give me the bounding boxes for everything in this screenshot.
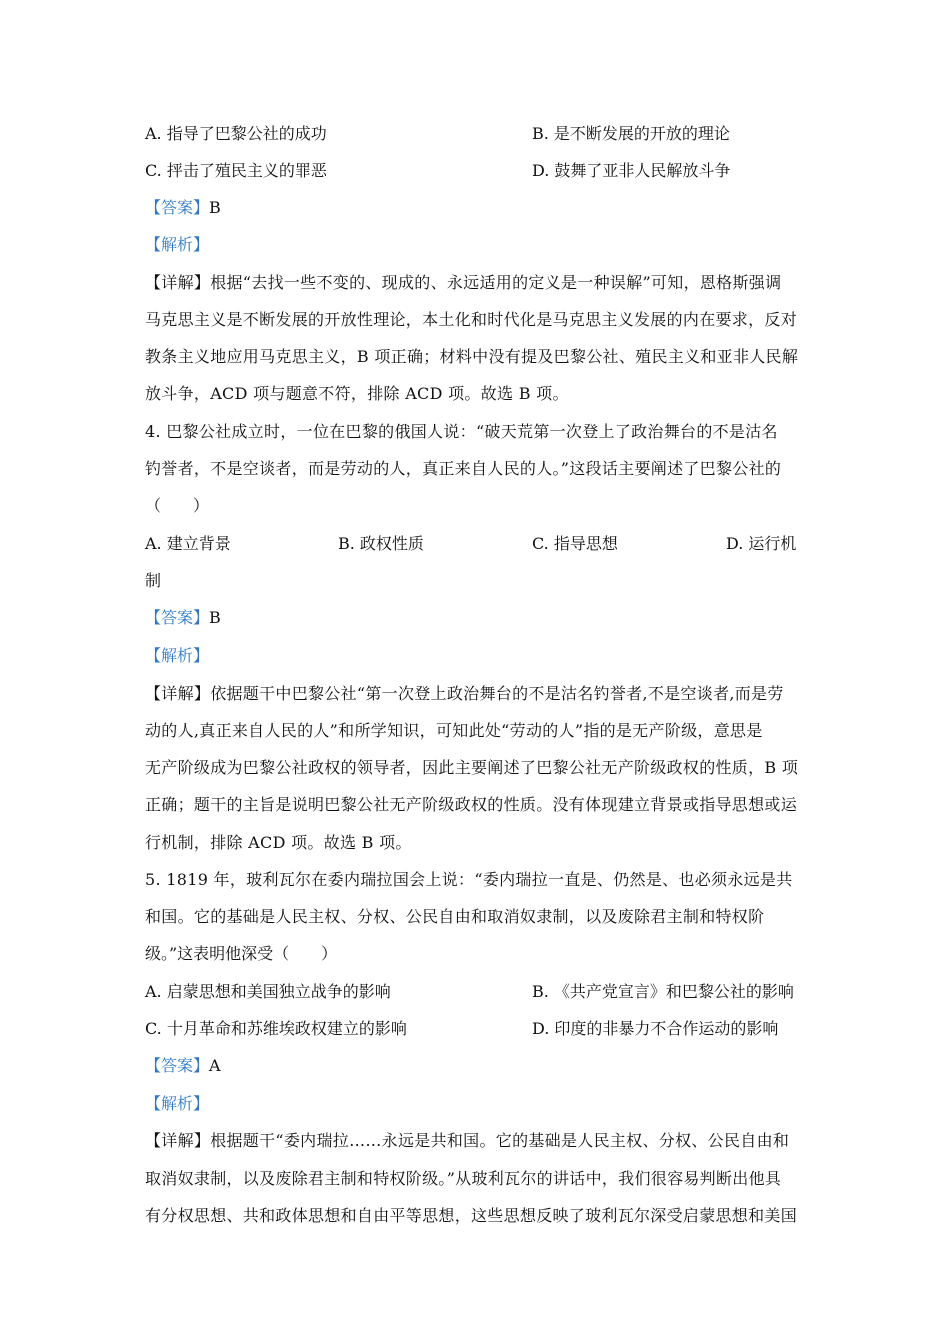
q4-option-d-continued: 制 <box>145 571 162 590</box>
q5-detail-line-1 <box>145 1131 815 1151</box>
q3-detail-line-3: 教条主义地应用马克思主义，B 项正确；材料中没有提及巴黎公社、殖民主义和亚非人民解 <box>145 347 799 366</box>
q5-detail-tag: 【详解】 <box>145 1131 211 1150</box>
q4-detail-line-2: 动的人,真正来自人民的人”和所学知识，可知此处“劳动的人”指的是无产阶级，意思是 <box>145 721 763 740</box>
q4-answer-line <box>145 608 815 628</box>
q5-stem-line-3: 级。”这表明他深受（ ） <box>145 944 338 963</box>
q5-detail-line-3: 有分权思想、共和政体思想和自由平等思想，这些思想反映了玻利瓦尔深受启蒙思想和美国 <box>145 1206 798 1225</box>
q4-answer: B <box>209 608 221 627</box>
q4-answer-tag: 【答案】 <box>145 608 210 627</box>
q5-detail-text-1: 根据题干“委内瑞拉……永远是共和国。它的基础是人民主权、分权、公民自由和 <box>210 1131 790 1150</box>
q3-option-c: C. 抨击了殖民主义的罪恶 <box>145 161 327 180</box>
q3-analysis-tag: 【解析】 <box>145 235 210 254</box>
q5-analysis-tag: 【解析】 <box>145 1094 210 1113</box>
q3-detail-line-2: 马克思主义是不断发展的开放性理论，本土化和时代化是马克思主义发展的内在要求，反对 <box>145 310 798 329</box>
q5-detail-line-2: 取消奴隶制，以及废除君主制和特权阶级。”从玻利瓦尔的讲话中，我们很容易判断出他具 <box>145 1169 782 1188</box>
q4-option-c: C. 指导思想 <box>532 534 618 553</box>
q5-option-b: B. 《共产党宣言》和巴黎公社的影响 <box>532 982 794 1001</box>
q5-option-c: C. 十月革命和苏维埃政权建立的影响 <box>145 1019 407 1038</box>
q4-stem-line-3: （ ） <box>145 496 210 515</box>
q3-detail-tag: 【详解】 <box>145 273 211 292</box>
q4-detail-line-1 <box>145 684 815 704</box>
q4-detail-line-3: 无产阶级成为巴黎公社政权的领导者，因此主要阐述了巴黎公社无产阶级政权的性质，B 项 <box>145 758 799 777</box>
q3-answer-tag: 【答案】 <box>145 198 210 217</box>
q5-answer-tag: 【答案】 <box>145 1056 210 1075</box>
q3-answer: B <box>209 198 221 217</box>
q3-option-d: D. 鼓舞了亚非人民解放斗争 <box>532 161 731 180</box>
q4-detail-text-1: 依据题干中巴黎公社“第一次登上政治舞台的不是沽名钓誉者,不是空谈者,而是劳 <box>210 684 784 703</box>
q4-detail-tag: 【详解】 <box>145 684 211 703</box>
q4-stem-line-1: 4. 巴黎公社成立时，一位在巴黎的俄国人说：“破天荒第一次登上了政治舞台的不是沽名 <box>145 422 778 441</box>
q5-option-d: D. 印度的非暴力不合作运动的影响 <box>532 1019 779 1038</box>
q5-option-a: A. 启蒙思想和美国独立战争的影响 <box>145 982 391 1001</box>
q3-option-b: B. 是不断发展的开放的理论 <box>532 124 730 143</box>
q3-detail-text-1: 根据“去找一些不变的、现成的、永远适用的定义是一种误解”可知，恩格斯强调 <box>210 273 782 292</box>
q4-analysis-tag: 【解析】 <box>145 646 210 665</box>
q3-answer-line <box>145 198 815 218</box>
q3-option-a: A. 指导了巴黎公社的成功 <box>145 124 327 143</box>
q4-option-b: B. 政权性质 <box>338 534 424 553</box>
q5-answer-line <box>145 1056 815 1076</box>
q5-stem-line-1: 5. 1819 年，玻利瓦尔在委内瑞拉国会上说：“委内瑞拉一直是、仍然是、也必须永远是共 <box>145 870 793 889</box>
q3-detail-line-1 <box>145 273 815 293</box>
q4-detail-line-5: 行机制，排除 ACD 项。故选 B 项。 <box>145 833 412 852</box>
q3-detail-line-4: 放斗争，ACD 项与题意不符，排除 ACD 项。故选 B 项。 <box>145 384 569 403</box>
q5-answer: A <box>209 1056 221 1075</box>
q4-detail-line-4: 正确；题干的主旨是说明巴黎公社无产阶级政权的性质。没有体现建立背景或指导思想或运 <box>145 795 798 814</box>
q4-option-a: A. 建立背景 <box>145 534 231 553</box>
q5-stem-line-2: 和国。它的基础是人民主权、分权、公民自由和取消奴隶制，以及废除君主制和特权阶 <box>145 907 765 926</box>
q4-stem-line-2: 钓誉者，不是空谈者，而是劳动的人，真正来自人民的人。”这段话主要阐述了巴黎公社的 <box>145 459 782 478</box>
q4-option-d: D. 运行机 <box>726 534 797 553</box>
